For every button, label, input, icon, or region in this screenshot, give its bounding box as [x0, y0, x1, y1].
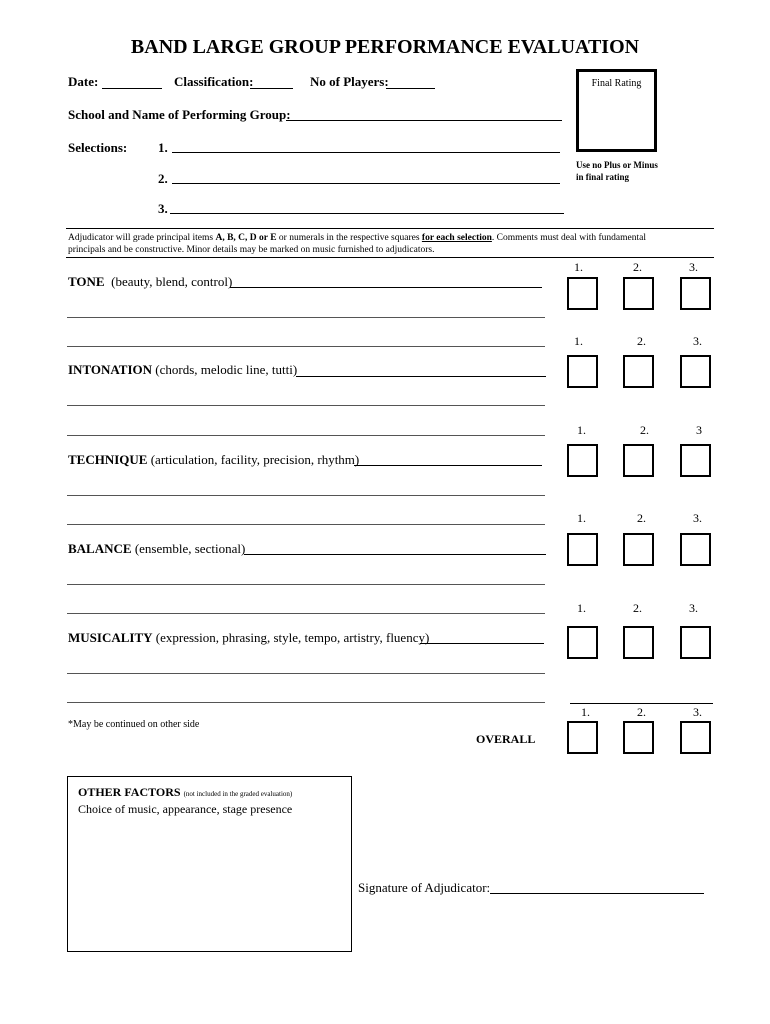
- selection-label-1: 1.: [574, 260, 583, 274]
- other-factors-title: OTHER FACTORS: [78, 785, 181, 799]
- grade-box-1[interactable]: [567, 444, 598, 477]
- comment-line[interactable]: [244, 554, 546, 555]
- grade-box-3[interactable]: [680, 277, 711, 310]
- other-factors-note: (not included in the graded evaluation): [183, 790, 293, 798]
- instructions-bottom-rule: [66, 257, 714, 258]
- classification-label: Classification:: [174, 74, 254, 89]
- comment-line[interactable]: [67, 524, 545, 525]
- date-field[interactable]: [102, 88, 162, 89]
- selection-label-3: 3.: [693, 334, 702, 348]
- category-label: BALANCE (ensemble, sectional): [68, 541, 246, 556]
- overall-top-rule: [570, 703, 713, 704]
- selection-label-3: 3.: [693, 511, 702, 525]
- signature-field[interactable]: [490, 893, 704, 894]
- instructions-line-1: Adjudicator will grade principal items A, B, C, D or E or numerals in the respective squares for each selection. Comments must deal with fundamental: [68, 233, 646, 243]
- comment-line[interactable]: [67, 495, 545, 496]
- selection-label-1: 1.: [577, 601, 586, 615]
- comment-line[interactable]: [67, 702, 545, 703]
- final-rating-box[interactable]: [576, 69, 657, 152]
- category-label: MUSICALITY (expression, phrasing, style, tempo, artistry, fluency): [68, 630, 430, 645]
- comment-line[interactable]: [67, 435, 545, 436]
- selection-field-3[interactable]: [170, 213, 564, 214]
- selection-number-1: 1.: [158, 140, 168, 155]
- selection-label-2: 2.: [633, 601, 642, 615]
- comment-line[interactable]: [67, 584, 545, 585]
- comment-line[interactable]: [67, 613, 545, 614]
- selection-label-1: 1.: [577, 423, 586, 437]
- category-label: TECHNIQUE (articulation, facility, precision, rhythm): [68, 452, 360, 467]
- final-rating-label: Final Rating: [591, 78, 642, 89]
- selection-field-2[interactable]: [172, 183, 560, 184]
- grade-box-1[interactable]: [567, 626, 598, 659]
- grade-box-1[interactable]: [567, 277, 598, 310]
- selection-label-3: 3.: [689, 260, 698, 274]
- grade-box-3[interactable]: [680, 626, 711, 659]
- form-title: BAND LARGE GROUP PERFORMANCE EVALUATION: [130, 36, 640, 58]
- classification-field[interactable]: [250, 88, 293, 89]
- other-factors-box: [67, 776, 352, 952]
- selections-label: Selections:: [68, 140, 128, 155]
- overall-label-2: 2.: [637, 705, 646, 719]
- overall-box-2[interactable]: [623, 721, 654, 754]
- grade-box-2[interactable]: [623, 533, 654, 566]
- school-field[interactable]: [286, 120, 562, 121]
- overall-box-3[interactable]: [680, 721, 711, 754]
- grade-box-2[interactable]: [623, 626, 654, 659]
- comment-line[interactable]: [67, 673, 545, 674]
- comment-line[interactable]: [420, 643, 544, 644]
- comment-line[interactable]: [296, 376, 546, 377]
- comment-line[interactable]: [230, 287, 542, 288]
- other-factors-heading: [78, 785, 351, 800]
- players-label: No of Players:: [310, 74, 389, 89]
- date-label: Date:: [68, 74, 99, 89]
- selection-label-2: 2.: [637, 511, 646, 525]
- selection-field-1[interactable]: [172, 152, 560, 153]
- selection-label-2: 2.: [640, 423, 649, 437]
- instructions-top-rule: [66, 228, 714, 229]
- grade-box-3[interactable]: [680, 533, 711, 566]
- category-label: INTONATION (chords, melodic line, tutti): [68, 362, 298, 377]
- instructions: [68, 232, 718, 256]
- instructions-line-2: principals and be constructive. Minor details may be marked on music furnished to adjudicators.: [68, 245, 435, 255]
- overall-label: OVERALL: [476, 732, 536, 746]
- category-label: TONE (beauty, blend, control): [68, 274, 233, 289]
- comment-line[interactable]: [67, 317, 545, 318]
- selection-label-3: 3.: [689, 601, 698, 615]
- final-rating-note-line-2: in final rating: [576, 172, 630, 182]
- grade-box-3[interactable]: [680, 355, 711, 388]
- players-field[interactable]: [386, 88, 435, 89]
- selection-number-3: 3.: [158, 201, 168, 216]
- selection-number-2: 2.: [158, 171, 168, 186]
- final-rating-note-line-1: Use no Plus or Minus: [576, 160, 658, 170]
- overall-label-3: 3.: [693, 705, 702, 719]
- selection-label-3: 3: [696, 423, 702, 437]
- signature-label: Signature of Adjudicator:: [358, 880, 491, 895]
- selection-label-2: 2.: [633, 260, 642, 274]
- comment-line[interactable]: [67, 405, 545, 406]
- comment-line[interactable]: [354, 465, 542, 466]
- selection-label-2: 2.: [637, 334, 646, 348]
- selection-label-1: 1.: [574, 334, 583, 348]
- other-factors-desc: Choice of music, appearance, stage presence: [78, 802, 293, 816]
- grade-box-2[interactable]: [623, 355, 654, 388]
- overall-box-1[interactable]: [567, 721, 598, 754]
- grade-box-2[interactable]: [623, 277, 654, 310]
- grade-box-1[interactable]: [567, 533, 598, 566]
- overall-label-1: 1.: [581, 705, 590, 719]
- comment-line[interactable]: [67, 346, 545, 347]
- grade-box-3[interactable]: [680, 444, 711, 477]
- grade-box-1[interactable]: [567, 355, 598, 388]
- continued-note: *May be continued on other side: [68, 719, 200, 730]
- final-rating-note: [576, 159, 658, 183]
- grade-box-2[interactable]: [623, 444, 654, 477]
- selection-label-1: 1.: [577, 511, 586, 525]
- school-label: School and Name of Performing Group:: [68, 107, 291, 122]
